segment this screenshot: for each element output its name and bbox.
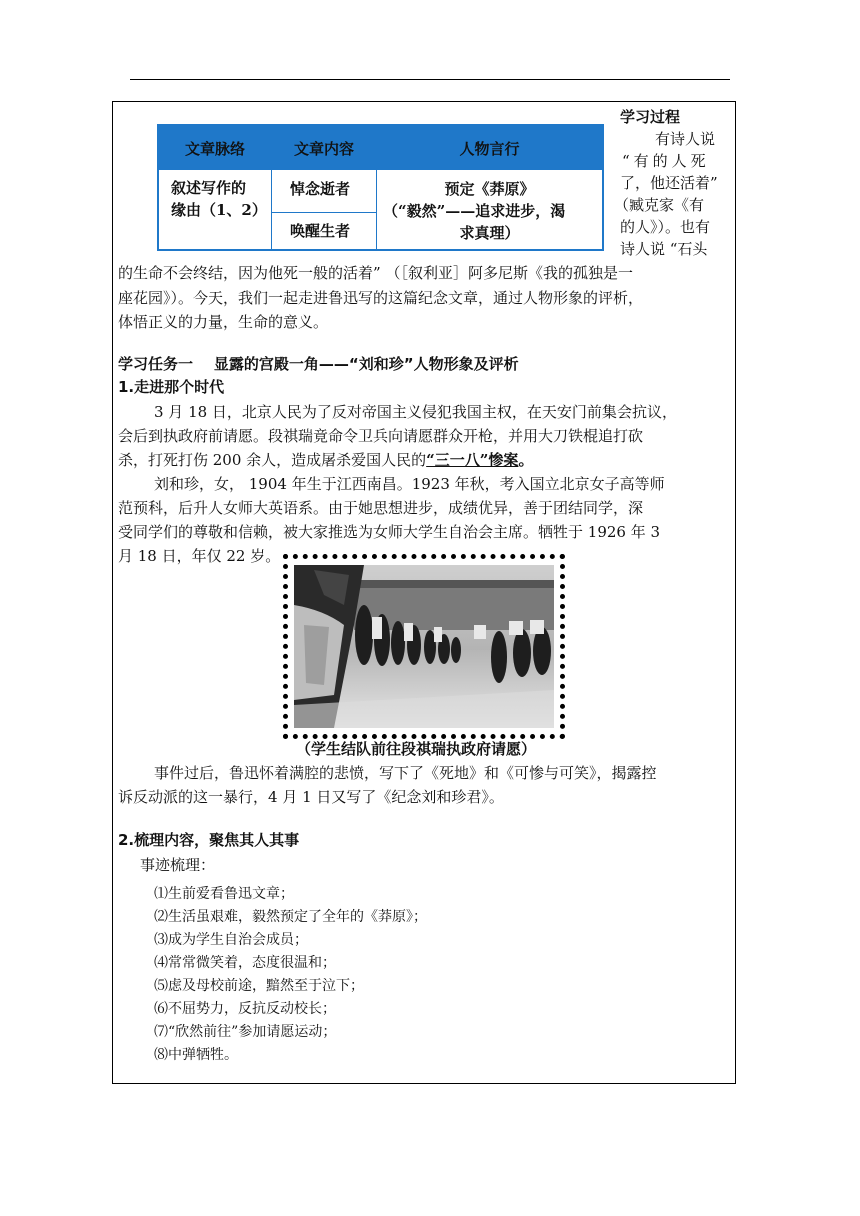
- list-item: ⑺“欣然前往”参加请愿运动；: [154, 1024, 337, 1040]
- paragraph-text: 杀，打死打伤 200 余人，造成屠杀爱国人民的: [118, 451, 427, 469]
- historical-photo: [294, 565, 554, 728]
- table-cell: 悼念逝者: [290, 180, 351, 198]
- photo-frame: [283, 554, 565, 739]
- paragraph-line: 会后到执政府前请愿。段祺瑞竟命令卫兵向请愿群众开枪，并用大刀铁棍追打砍: [118, 427, 644, 445]
- task-heading: 学习任务一 显露的宫殿一角——“刘和珍”人物形象及评析: [118, 355, 519, 373]
- paragraph-line: 范预科，后升人女师大英语系。由于她思想进步，成绩优异，善于团结同学，深: [118, 499, 644, 517]
- table-divider: [271, 126, 272, 249]
- structure-table: [157, 124, 604, 251]
- sidebar-line: 诗人说 “石头: [620, 240, 708, 258]
- paragraph-line: 刘和珍，女， 1904 年生于江西南昌。1923 年秋，考入国立北京女子高等师: [154, 475, 665, 493]
- paragraph-line: [118, 449, 533, 471]
- sidebar-line: 有诗人说: [655, 130, 716, 148]
- intro-line: 的生命不会终结，因为他死一般的活着” （［叙利亚］阿多尼斯《我的孤独是一: [118, 264, 633, 282]
- massacre-highlight: “三一八”惨案: [426, 451, 519, 469]
- list-item: ⑴生前爱看鲁迅文章；: [154, 886, 294, 902]
- table-cell: 预定《莽原》: [444, 180, 535, 198]
- sidebar-line: 了，他还活着”: [620, 174, 718, 192]
- list-item: ⑶成为学生自治会成员；: [154, 932, 308, 948]
- list-title: 事迹梳理：: [140, 856, 216, 874]
- sidebar-line: （臧克家《有: [614, 196, 705, 214]
- header-rule: [130, 79, 730, 80]
- table-header-cell: 文章脉络: [159, 126, 271, 170]
- list-item: ⑸虑及母校前途，黯然至于泣下；: [154, 978, 364, 994]
- paragraph-text: 。: [518, 451, 534, 469]
- intro-line: 座花园》）。今天，我们一起走进鲁迅写的这篇纪念文章，通过人物形象的评析，: [118, 289, 644, 307]
- list-item: ⑹不屈势力，反抗反动校长；: [154, 1001, 336, 1017]
- list-item: ⑵生活虽艰难，毅然预定了全年的《莽原》；: [154, 909, 427, 925]
- paragraph-line: 3 月 18 日，北京人民为了反对帝国主义侵犯我国主权，在天安门前集会抗议，: [154, 403, 677, 421]
- paragraph-line: 诉反动派的这一暴行，4 月 1 日又写了《纪念刘和珍君》。: [118, 788, 504, 806]
- table-cell: 叙述写作的: [171, 179, 247, 197]
- photo-caption: （学生结队前往段祺瑞执政府请愿）: [296, 740, 537, 758]
- table-cell: 求真理）: [459, 224, 520, 242]
- table-cell: 唤醒生者: [290, 222, 351, 240]
- table-header-cell: 文章内容: [272, 126, 376, 170]
- table-cell: （“毅然”——追求进步，渴: [383, 202, 566, 220]
- table-divider: [271, 212, 376, 213]
- paragraph-line: 受同学们的尊敬和信赖，被大家推选为女师大学生自治会主席。牺牲于 1926 年 3: [118, 523, 661, 541]
- table-header-cell: 人物言行: [377, 126, 602, 170]
- intro-line: 体悟正义的力量，生命的意义。: [118, 313, 329, 331]
- list-item: ⑻中弹牺牲。: [154, 1047, 238, 1063]
- section-title: 学习过程: [620, 108, 681, 126]
- list-item: ⑷常常微笑着，态度很温和；: [154, 955, 336, 971]
- subheading: 2.梳理内容，聚焦其人其事: [118, 831, 300, 849]
- paragraph-line: 事件过后，鲁迅怀着满腔的悲愤，写下了《死地》和《可惨与可笑》，揭露控: [154, 764, 657, 782]
- subheading: 1.走进那个时代: [118, 378, 225, 396]
- table-cell: 缘由（1、2）: [171, 201, 267, 219]
- sidebar-line: “有的人死: [622, 152, 710, 170]
- sidebar-line: 的人》）。也有: [620, 218, 711, 236]
- paragraph-line: 月 18 日，年仅 22 岁。: [118, 547, 281, 565]
